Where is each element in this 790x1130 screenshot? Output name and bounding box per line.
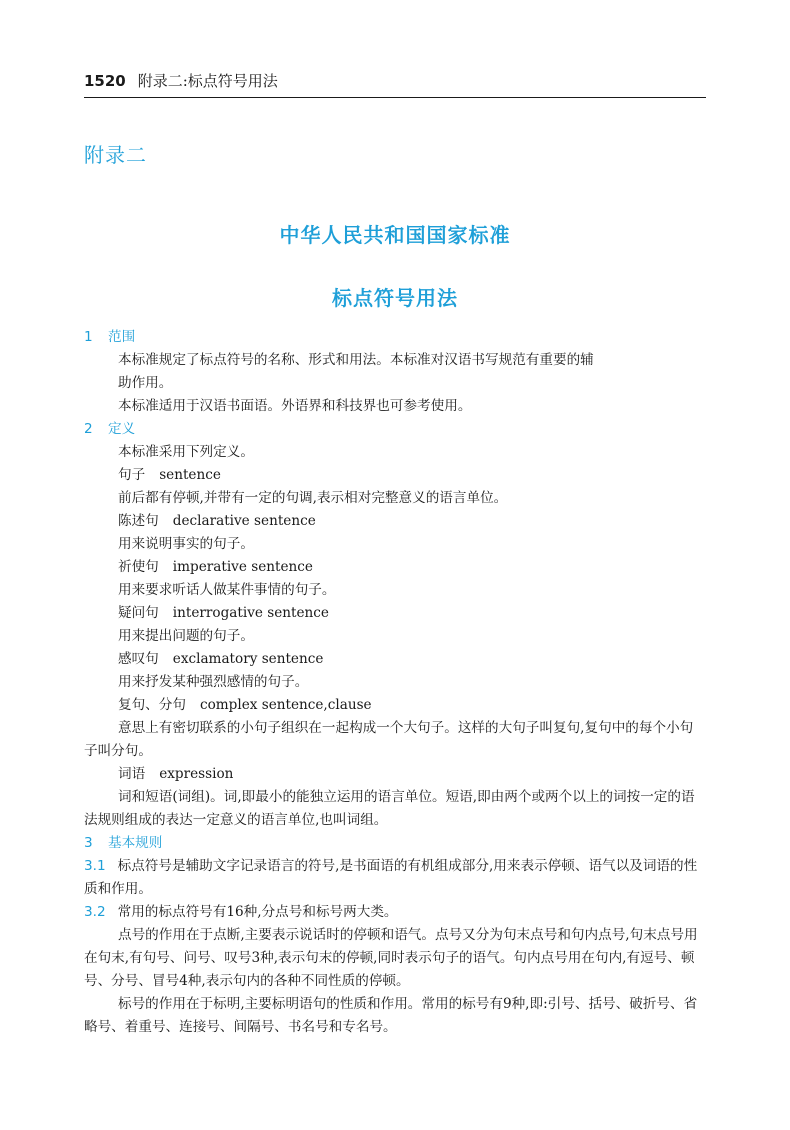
rule-text: 常用的标点符号有16种,分点号和标号两大类。	[117, 904, 398, 920]
term-definition: 意思上有密切联系的小句子组织在一起构成一个大句子。这样的大句子叫复句,复句中的每个小句子叫分句。	[84, 720, 694, 759]
subsection-number: 3.1	[84, 858, 106, 874]
paragraph: 助作用。	[118, 375, 173, 391]
term-chinese: 疑问句	[118, 605, 159, 621]
term-entry	[84, 602, 706, 625]
term-entry	[84, 763, 706, 786]
term-english: imperative sentence	[172, 559, 313, 575]
term-definition: 前后都有停顿,并带有一定的句调,表示相对完整意义的语言单位。	[118, 490, 508, 506]
section-title: 范围	[108, 329, 136, 345]
term-chinese: 陈述句	[118, 513, 159, 529]
term-english: interrogative sentence	[172, 605, 329, 621]
section-number: 1	[84, 329, 93, 345]
term-entry	[84, 510, 706, 533]
paragraph: 本标准适用于汉语书面语。外语界和科技界也可参考使用。	[118, 398, 472, 414]
section-number: 3	[84, 835, 93, 851]
term-english: declarative sentence	[172, 513, 316, 529]
body-text	[84, 326, 706, 1039]
term-entry	[84, 556, 706, 579]
term-chinese: 句子	[118, 467, 146, 483]
page-number: 1520	[84, 72, 126, 90]
paragraph: 点号的作用在于点断,主要表示说话时的停顿和语气。点号又分为句末点号和句内点号,句末点号用在句末,有句号、问号、叹号3种,表示句末的停顿,同时表示句子的语气。句内点号用在句内,有逗号、顿号、分号、冒号4种,表示句内的各种不同性质的停顿。	[84, 927, 698, 989]
running-header	[84, 70, 706, 92]
term-english: expression	[159, 766, 234, 782]
paragraph: 标号的作用在于标明,主要标明语句的性质和作用。常用的标号有9种,即:引号、括号、破折号、省略号、着重号、连接号、间隔号、书名号和专名号。	[84, 996, 698, 1035]
term-definition: 用来抒发某种强烈感情的句子。	[118, 674, 309, 690]
appendix-label: 附录二	[84, 143, 147, 167]
section-title: 基本规则	[108, 835, 163, 851]
section-title: 定义	[108, 421, 136, 437]
sub-title: 标点符号用法	[332, 286, 458, 310]
term-chinese: 祈使句	[118, 559, 159, 575]
term-definition: 词和短语(词组)。词,即最小的能独立运用的语言单位。短语,即由两个或两个以上的词按一定的语法规则组成的表达一定意义的语言单位,也叫词组。	[84, 789, 695, 828]
rule-3-2	[84, 901, 706, 924]
term-english: complex sentence,clause	[199, 697, 372, 713]
term-entry	[84, 464, 706, 487]
term-entry	[84, 694, 706, 717]
term-definition: 用来要求听话人做某件事情的句子。	[118, 582, 336, 598]
section-number: 2	[84, 421, 93, 437]
term-definition: 用来说明事实的句子。	[118, 536, 254, 552]
term-english: exclamatory sentence	[172, 651, 324, 667]
paragraph: 本标准规定了标点符号的名称、形式和用法。本标准对汉语书写规范有重要的辅	[118, 352, 594, 368]
subsection-number: 3.2	[84, 904, 106, 920]
term-chinese: 感叹句	[118, 651, 159, 667]
header-divider	[84, 97, 706, 98]
term-entry	[84, 648, 706, 671]
paragraph: 本标准采用下列定义。	[118, 444, 254, 460]
section-heading-3	[84, 832, 706, 855]
running-title: 附录二:标点符号用法	[137, 72, 278, 90]
section-heading-1	[84, 326, 706, 349]
rule-3-1	[84, 855, 706, 901]
term-english: sentence	[159, 467, 221, 483]
term-definition: 用来提出问题的句子。	[118, 628, 254, 644]
term-chinese: 词语	[118, 766, 146, 782]
term-chinese: 复句、分句	[118, 697, 186, 713]
section-heading-2	[84, 418, 706, 441]
rule-text: 标点符号是辅助文字记录语言的符号,是书面语的有机组成部分,用来表示停顿、语气以及词语的性质和作用。	[84, 858, 698, 897]
main-title: 中华人民共和国国家标准	[279, 223, 511, 247]
